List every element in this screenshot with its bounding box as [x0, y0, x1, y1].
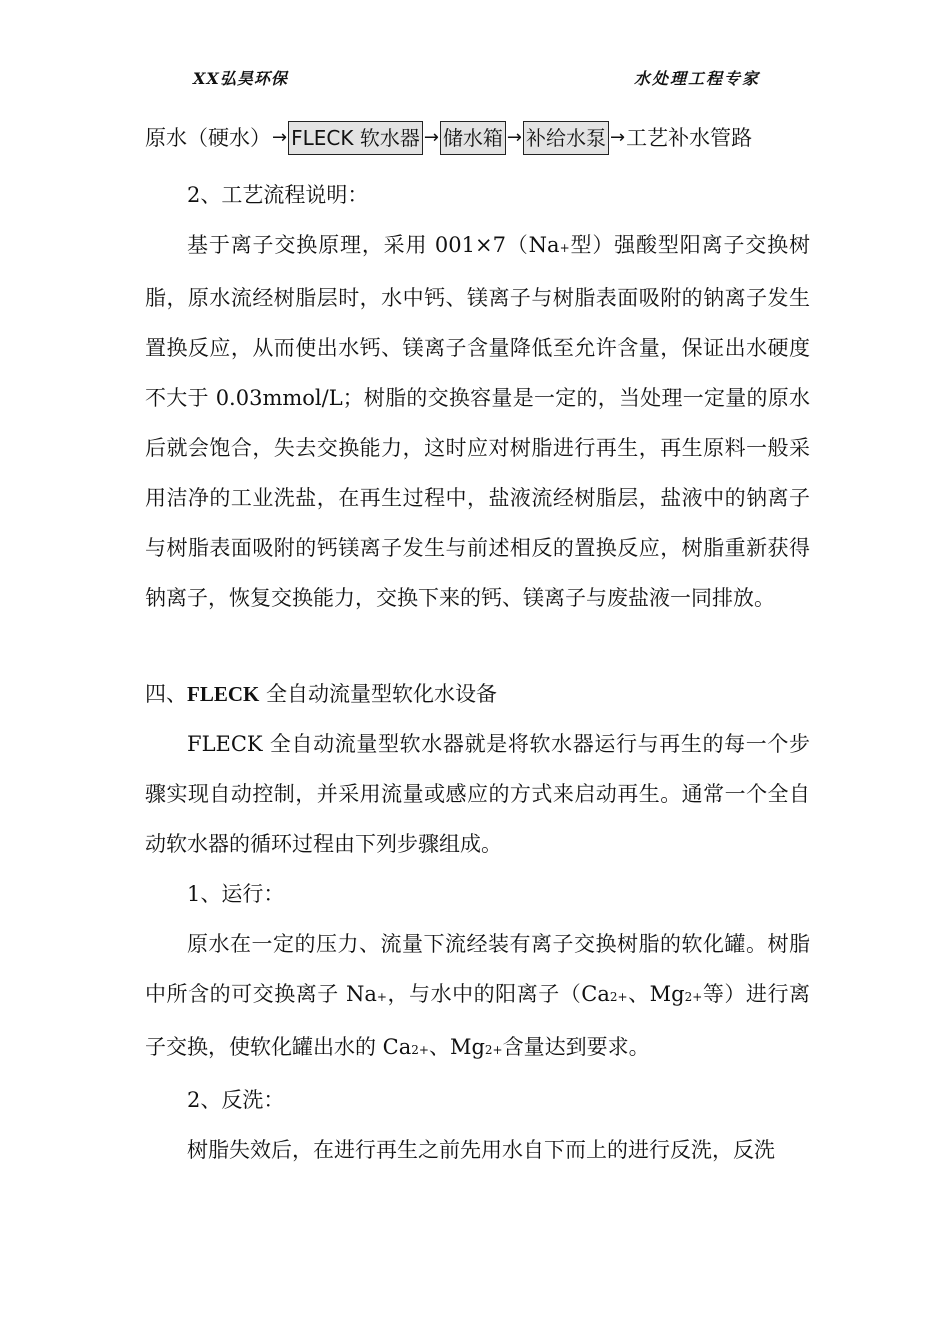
spacer	[145, 623, 810, 669]
text-run: 等）进行离子交换，使软化罐出水的 Ca	[145, 982, 810, 1059]
text-run: 型）强酸型阳离子交换树脂，原水流经树脂层时，水中钙、镁离子与树脂表面吸附的钠离子发生置换反应，从而使出水钙、镁离子含量降低至允许含量，保证出水硬度不大于 0.03mmol/L；树脂的交换容量是一定的，当处理一定量的原水后就会饱合，失去交换能力，这时应对树脂进行再生，再生原料一般采用洁净的工业洗盐，在再生过程中，盐液流经树脂层，盐液中的钠离子与树脂表面吸附的钙镁离子发生与前述相反的置换反应，树脂重新获得钠离子，恢复交换能力，交换下来的钙、镁离子与废盐液一同排放。	[145, 233, 811, 610]
superscript: +	[376, 990, 387, 1004]
step-paragraph-backwash: 树脂失效后，在进行再生之前先用水自下而上的进行反洗，反洗	[187, 1138, 775, 1162]
superscript: +	[559, 241, 570, 255]
flow-box-pump: 补给水泵	[523, 121, 609, 155]
flow-end: 工艺补水管路	[626, 126, 753, 150]
text-run: 含量达到要求。	[502, 1035, 650, 1059]
text-run-bold: FLECK	[187, 682, 260, 706]
header-slogan: 水处理工程专家	[634, 69, 761, 88]
text-run: 、Mg	[627, 982, 685, 1006]
superscript: 2+	[484, 1043, 503, 1057]
text-run: 原水在一定的压力、流量下流经装有离子交换树脂的软化罐。树脂中所含的可交换离子 Na	[145, 932, 810, 1006]
superscript: 2+	[684, 990, 703, 1004]
flow-box-tank: 储水箱	[440, 121, 506, 155]
superscript: 2+	[609, 990, 628, 1004]
text-run: 、Mg	[428, 1035, 485, 1059]
text-run: 基于离子交换原理，采用 001×7（Na	[187, 233, 560, 257]
process-description	[145, 220, 810, 623]
arrow-icon: →	[506, 127, 523, 148]
arrow-icon: →	[423, 127, 439, 148]
flow-box-softener: FLECK 软水器	[288, 121, 423, 155]
section-title	[145, 669, 810, 719]
header-company: XX弘昊环保	[193, 69, 288, 88]
text-run: ，与水中的阳离子（Ca	[386, 982, 610, 1006]
flow-start: 原水（硬水）	[145, 126, 271, 150]
step-paragraph-run	[145, 919, 810, 1075]
section-heading: 2、工艺流程说明：	[187, 183, 369, 207]
arrow-icon: →	[610, 127, 626, 148]
step-heading-run: 1、运行：	[187, 882, 285, 906]
arrow-icon: →	[272, 127, 288, 148]
document-body	[145, 118, 810, 1175]
page-header	[0, 66, 950, 92]
section-paragraph: FLECK 全自动流量型软水器就是将软水器运行与再生的每一个步骤实现自动控制，并采用流量或感应的方式来启动再生。通常一个全自动软水器的循环过程由下列步骤组成。	[145, 732, 810, 856]
text-run: 四、	[145, 682, 187, 706]
text-run: 全自动流量型软化水设备	[259, 682, 498, 706]
process-flow	[145, 118, 810, 158]
superscript: 2+	[411, 1043, 429, 1057]
step-heading-backwash: 2、反洗：	[187, 1088, 285, 1112]
